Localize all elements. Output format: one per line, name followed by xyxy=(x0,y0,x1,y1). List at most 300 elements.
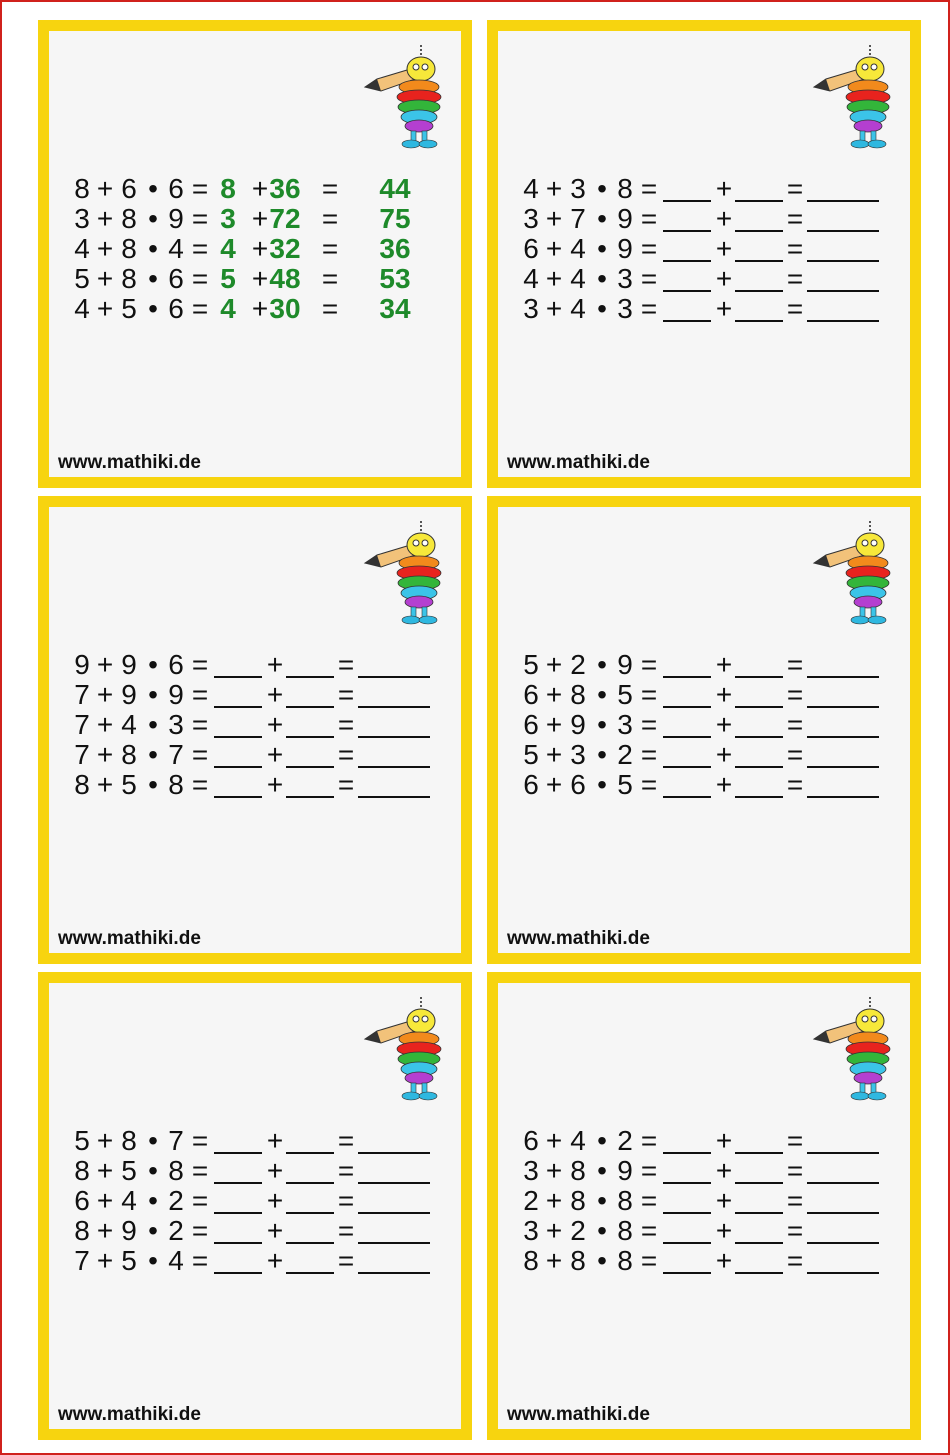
answer-blank-2[interactable] xyxy=(735,204,783,232)
operand-c: 8 xyxy=(168,769,184,800)
plus-sign: + xyxy=(715,709,733,740)
dot-sign: • xyxy=(148,1215,158,1246)
operand-a: 7 xyxy=(74,679,90,710)
plus-sign: + xyxy=(715,233,733,264)
equals-sign: = xyxy=(191,1125,209,1156)
website-url: www.mathiki.de xyxy=(58,928,201,949)
plus-sign: + xyxy=(266,1215,284,1246)
answer-blank-sum[interactable] xyxy=(807,740,879,768)
plus-sign: + xyxy=(96,173,114,204)
website-url: www.mathiki.de xyxy=(507,1404,650,1425)
equals-sign: = xyxy=(337,1215,355,1246)
operand-b: 8 xyxy=(121,739,137,770)
dot-sign: • xyxy=(597,649,607,680)
equals-sign: = xyxy=(786,1245,804,1276)
operand-b: 4 xyxy=(570,1125,586,1156)
operand-c: 5 xyxy=(617,769,633,800)
answer-blank-1[interactable] xyxy=(214,710,262,738)
plus-sign: + xyxy=(715,263,733,294)
operand-a: 8 xyxy=(74,769,90,800)
operand-c: 2 xyxy=(617,1125,633,1156)
mascot-icon xyxy=(363,43,449,153)
plus-sign: + xyxy=(545,1185,563,1216)
answer-blank-2[interactable] xyxy=(735,680,783,708)
answer-blank-sum[interactable] xyxy=(807,264,879,292)
answer-blank-sum[interactable] xyxy=(358,1156,430,1184)
answer-blank-2[interactable] xyxy=(735,740,783,768)
equals-sign: = xyxy=(321,233,339,264)
answer-blank-1[interactable] xyxy=(663,1126,711,1154)
answer-blank-sum[interactable] xyxy=(358,740,430,768)
answer-blank-1[interactable] xyxy=(663,710,711,738)
operand-a: 6 xyxy=(523,233,539,264)
equals-sign: = xyxy=(191,1185,209,1216)
operand-c: 8 xyxy=(617,1185,633,1216)
answer-product-2: 48 xyxy=(269,263,301,294)
answer-sum: 36 xyxy=(379,233,411,264)
plus-sign: + xyxy=(545,1155,563,1186)
equals-sign: = xyxy=(191,1155,209,1186)
answer-blank-sum[interactable] xyxy=(358,710,430,738)
operand-b: 5 xyxy=(121,293,137,324)
answer-blank-sum[interactable] xyxy=(807,174,879,202)
dot-sign: • xyxy=(148,1125,158,1156)
operand-a: 8 xyxy=(74,173,90,204)
equals-sign: = xyxy=(640,203,658,234)
equals-sign: = xyxy=(337,709,355,740)
operand-a: 3 xyxy=(523,1215,539,1246)
operand-c: 4 xyxy=(168,233,184,264)
answer-blank-sum[interactable] xyxy=(358,1186,430,1214)
operand-a: 4 xyxy=(74,233,90,264)
worksheet-card xyxy=(38,496,472,964)
plus-sign: + xyxy=(715,769,733,800)
dot-sign: • xyxy=(597,1215,607,1246)
answer-blank-2[interactable] xyxy=(286,1216,334,1244)
operand-a: 5 xyxy=(523,649,539,680)
answer-blank-sum[interactable] xyxy=(807,680,879,708)
plus-sign: + xyxy=(96,709,114,740)
operand-b: 4 xyxy=(570,233,586,264)
equals-sign: = xyxy=(786,1215,804,1246)
operand-c: 8 xyxy=(168,1155,184,1186)
answer-blank-sum[interactable] xyxy=(807,204,879,232)
dot-sign: • xyxy=(148,679,158,710)
plus-sign: + xyxy=(545,293,563,324)
plus-sign: + xyxy=(96,233,114,264)
equals-sign: = xyxy=(191,173,209,204)
dot-sign: • xyxy=(597,1155,607,1186)
answer-blank-1[interactable] xyxy=(214,1216,262,1244)
equals-sign: = xyxy=(640,1215,658,1246)
operand-b: 8 xyxy=(570,1185,586,1216)
plus-sign: + xyxy=(545,1245,563,1276)
operand-c: 9 xyxy=(168,679,184,710)
plus-sign: + xyxy=(545,769,563,800)
plus-sign: + xyxy=(251,263,269,294)
answer-blank-2[interactable] xyxy=(735,1186,783,1214)
plus-sign: + xyxy=(266,1155,284,1186)
answer-blank-1[interactable] xyxy=(214,680,262,708)
operand-c: 8 xyxy=(617,1245,633,1276)
operand-c: 6 xyxy=(168,263,184,294)
operand-a: 8 xyxy=(74,1155,90,1186)
equals-sign: = xyxy=(191,679,209,710)
answer-blank-2[interactable] xyxy=(286,1186,334,1214)
mascot-icon xyxy=(812,519,898,629)
plus-sign: + xyxy=(545,263,563,294)
dot-sign: • xyxy=(597,293,607,324)
answer-blank-1[interactable] xyxy=(663,1156,711,1184)
mascot-icon xyxy=(363,519,449,629)
operand-b: 8 xyxy=(570,1245,586,1276)
answer-blank-1[interactable] xyxy=(214,1126,262,1154)
equals-sign: = xyxy=(191,739,209,770)
equals-sign: = xyxy=(640,739,658,770)
answer-blank-1[interactable] xyxy=(663,204,711,232)
answer-blank-2[interactable] xyxy=(735,1126,783,1154)
equals-sign: = xyxy=(640,1155,658,1186)
answer-product-1: 5 xyxy=(220,263,236,294)
operand-a: 4 xyxy=(74,293,90,324)
answer-blank-1[interactable] xyxy=(663,234,711,262)
dot-sign: • xyxy=(597,1125,607,1156)
answer-sum: 75 xyxy=(379,203,411,234)
answer-product-1: 8 xyxy=(220,173,236,204)
operand-b: 2 xyxy=(570,649,586,680)
equals-sign: = xyxy=(640,1125,658,1156)
equals-sign: = xyxy=(191,709,209,740)
operand-c: 3 xyxy=(617,709,633,740)
website-url: www.mathiki.de xyxy=(58,1404,201,1425)
plus-sign: + xyxy=(715,203,733,234)
plus-sign: + xyxy=(96,769,114,800)
answer-blank-1[interactable] xyxy=(663,1216,711,1244)
dot-sign: • xyxy=(148,649,158,680)
operand-c: 2 xyxy=(168,1185,184,1216)
operand-c: 6 xyxy=(168,649,184,680)
plus-sign: + xyxy=(96,1155,114,1186)
answer-blank-1[interactable] xyxy=(663,264,711,292)
equals-sign: = xyxy=(786,769,804,800)
answer-blank-2[interactable] xyxy=(735,1156,783,1184)
equals-sign: = xyxy=(640,649,658,680)
answer-blank-sum[interactable] xyxy=(807,650,879,678)
dot-sign: • xyxy=(148,1185,158,1216)
answer-blank-2[interactable] xyxy=(735,264,783,292)
operand-b: 8 xyxy=(121,203,137,234)
dot-sign: • xyxy=(597,203,607,234)
answer-blank-1[interactable] xyxy=(663,650,711,678)
plus-sign: + xyxy=(545,1125,563,1156)
answer-blank-sum[interactable] xyxy=(807,1156,879,1184)
operand-c: 7 xyxy=(168,1125,184,1156)
equals-sign: = xyxy=(337,1155,355,1186)
answer-blank-2[interactable] xyxy=(735,234,783,262)
answer-blank-sum[interactable] xyxy=(358,1246,430,1274)
plus-sign: + xyxy=(545,173,563,204)
plus-sign: + xyxy=(96,1215,114,1246)
equals-sign: = xyxy=(337,769,355,800)
dot-sign: • xyxy=(597,679,607,710)
plus-sign: + xyxy=(251,173,269,204)
answer-blank-sum[interactable] xyxy=(358,650,430,678)
operand-a: 3 xyxy=(523,293,539,324)
operand-a: 3 xyxy=(523,203,539,234)
answer-blank-2[interactable] xyxy=(286,710,334,738)
operand-b: 5 xyxy=(121,1155,137,1186)
worksheet-card xyxy=(487,20,921,488)
dot-sign: • xyxy=(597,233,607,264)
plus-sign: + xyxy=(715,739,733,770)
answer-blank-sum[interactable] xyxy=(807,1186,879,1214)
plus-sign: + xyxy=(96,1125,114,1156)
equals-sign: = xyxy=(786,649,804,680)
operand-b: 4 xyxy=(570,293,586,324)
answer-blank-1[interactable] xyxy=(663,680,711,708)
answer-blank-2[interactable] xyxy=(735,770,783,798)
equals-sign: = xyxy=(191,1245,209,1276)
operand-a: 9 xyxy=(74,649,90,680)
operand-c: 5 xyxy=(617,679,633,710)
equals-sign: = xyxy=(321,203,339,234)
dot-sign: • xyxy=(148,739,158,770)
answer-blank-2[interactable] xyxy=(735,650,783,678)
operand-a: 7 xyxy=(74,739,90,770)
operand-b: 2 xyxy=(570,1215,586,1246)
answer-blank-sum[interactable] xyxy=(807,1246,879,1274)
operand-b: 4 xyxy=(121,1185,137,1216)
equals-sign: = xyxy=(337,739,355,770)
dot-sign: • xyxy=(148,769,158,800)
website-url: www.mathiki.de xyxy=(507,452,650,473)
answer-blank-1[interactable] xyxy=(663,294,711,322)
equals-sign: = xyxy=(337,1185,355,1216)
answer-sum: 34 xyxy=(379,293,411,324)
operand-a: 8 xyxy=(74,1215,90,1246)
dot-sign: • xyxy=(148,1155,158,1186)
equals-sign: = xyxy=(191,649,209,680)
website-url: www.mathiki.de xyxy=(58,452,201,473)
answer-blank-1[interactable] xyxy=(214,740,262,768)
answer-blank-1[interactable] xyxy=(214,650,262,678)
answer-blank-sum[interactable] xyxy=(807,1126,879,1154)
operand-b: 4 xyxy=(121,709,137,740)
answer-blank-sum[interactable] xyxy=(358,770,430,798)
operand-b: 8 xyxy=(121,233,137,264)
answer-blank-2[interactable] xyxy=(735,1246,783,1274)
answer-blank-2[interactable] xyxy=(286,650,334,678)
plus-sign: + xyxy=(266,1185,284,1216)
worksheet-card xyxy=(38,20,472,488)
operand-b: 3 xyxy=(570,739,586,770)
plus-sign: + xyxy=(96,263,114,294)
equals-sign: = xyxy=(786,293,804,324)
plus-sign: + xyxy=(266,769,284,800)
operand-c: 3 xyxy=(617,263,633,294)
plus-sign: + xyxy=(266,679,284,710)
answer-blank-2[interactable] xyxy=(735,294,783,322)
dot-sign: • xyxy=(597,739,607,770)
equals-sign: = xyxy=(786,1185,804,1216)
answer-blank-sum[interactable] xyxy=(807,294,879,322)
equals-sign: = xyxy=(321,293,339,324)
answer-blank-1[interactable] xyxy=(214,1246,262,1274)
plus-sign: + xyxy=(545,679,563,710)
plus-sign: + xyxy=(715,293,733,324)
answer-blank-2[interactable] xyxy=(286,1156,334,1184)
equals-sign: = xyxy=(191,769,209,800)
operand-c: 8 xyxy=(617,173,633,204)
operand-b: 8 xyxy=(570,679,586,710)
operand-c: 4 xyxy=(168,1245,184,1276)
operand-c: 9 xyxy=(617,233,633,264)
plus-sign: + xyxy=(251,233,269,264)
answer-blank-1[interactable] xyxy=(214,1156,262,1184)
answer-blank-sum[interactable] xyxy=(358,1216,430,1244)
equals-sign: = xyxy=(337,649,355,680)
dot-sign: • xyxy=(597,769,607,800)
operand-b: 8 xyxy=(121,263,137,294)
operand-b: 7 xyxy=(570,203,586,234)
operand-c: 8 xyxy=(617,1215,633,1246)
answer-blank-sum[interactable] xyxy=(807,1216,879,1244)
answer-product-1: 4 xyxy=(220,233,236,264)
answer-blank-1[interactable] xyxy=(663,740,711,768)
operand-c: 7 xyxy=(168,739,184,770)
answer-sum: 53 xyxy=(379,263,411,294)
operand-b: 8 xyxy=(570,1155,586,1186)
answer-product-2: 30 xyxy=(269,293,301,324)
equals-sign: = xyxy=(321,263,339,294)
equals-sign: = xyxy=(337,1245,355,1276)
answer-blank-sum[interactable] xyxy=(358,1126,430,1154)
answer-product-2: 72 xyxy=(269,203,301,234)
answer-blank-2[interactable] xyxy=(735,174,783,202)
plus-sign: + xyxy=(96,679,114,710)
operand-a: 3 xyxy=(523,1155,539,1186)
answer-blank-1[interactable] xyxy=(214,1186,262,1214)
operand-c: 9 xyxy=(617,203,633,234)
operand-b: 4 xyxy=(570,263,586,294)
website-url: www.mathiki.de xyxy=(507,928,650,949)
operand-b: 9 xyxy=(121,1215,137,1246)
plus-sign: + xyxy=(545,709,563,740)
answer-blank-2[interactable] xyxy=(286,740,334,768)
operand-c: 9 xyxy=(617,649,633,680)
dot-sign: • xyxy=(148,263,158,294)
answer-blank-1[interactable] xyxy=(663,1186,711,1214)
answer-blank-2[interactable] xyxy=(735,710,783,738)
equals-sign: = xyxy=(191,203,209,234)
equals-sign: = xyxy=(337,1125,355,1156)
plus-sign: + xyxy=(251,203,269,234)
answer-blank-sum[interactable] xyxy=(807,710,879,738)
equals-sign: = xyxy=(786,709,804,740)
answer-blank-sum[interactable] xyxy=(807,770,879,798)
plus-sign: + xyxy=(545,203,563,234)
operand-c: 9 xyxy=(168,203,184,234)
plus-sign: + xyxy=(545,1215,563,1246)
answer-blank-1[interactable] xyxy=(663,1246,711,1274)
equals-sign: = xyxy=(640,679,658,710)
plus-sign: + xyxy=(715,1125,733,1156)
operand-b: 6 xyxy=(570,769,586,800)
operand-a: 5 xyxy=(74,263,90,294)
answer-blank-1[interactable] xyxy=(214,770,262,798)
plus-sign: + xyxy=(545,233,563,264)
dot-sign: • xyxy=(597,1245,607,1276)
operand-b: 8 xyxy=(121,1125,137,1156)
dot-sign: • xyxy=(597,263,607,294)
plus-sign: + xyxy=(715,1245,733,1276)
answer-blank-2[interactable] xyxy=(286,1246,334,1274)
operand-a: 3 xyxy=(74,203,90,234)
dot-sign: • xyxy=(597,173,607,204)
dot-sign: • xyxy=(597,709,607,740)
operand-c: 2 xyxy=(617,739,633,770)
dot-sign: • xyxy=(148,293,158,324)
answer-product-1: 4 xyxy=(220,293,236,324)
operand-a: 6 xyxy=(74,1185,90,1216)
dot-sign: • xyxy=(148,203,158,234)
operand-a: 6 xyxy=(523,769,539,800)
answer-blank-2[interactable] xyxy=(286,680,334,708)
plus-sign: + xyxy=(266,649,284,680)
plus-sign: + xyxy=(251,293,269,324)
answer-blank-2[interactable] xyxy=(735,1216,783,1244)
operand-a: 6 xyxy=(523,709,539,740)
answer-blank-1[interactable] xyxy=(663,770,711,798)
mascot-icon xyxy=(812,43,898,153)
equals-sign: = xyxy=(640,263,658,294)
dot-sign: • xyxy=(597,1185,607,1216)
equals-sign: = xyxy=(786,173,804,204)
mascot-icon xyxy=(363,995,449,1105)
equals-sign: = xyxy=(640,293,658,324)
answer-blank-sum[interactable] xyxy=(807,234,879,262)
plus-sign: + xyxy=(96,739,114,770)
dot-sign: • xyxy=(148,709,158,740)
plus-sign: + xyxy=(266,739,284,770)
equals-sign: = xyxy=(191,1215,209,1246)
operand-a: 5 xyxy=(523,739,539,770)
operand-b: 9 xyxy=(121,649,137,680)
answer-product-1: 3 xyxy=(220,203,236,234)
operand-a: 4 xyxy=(523,263,539,294)
plus-sign: + xyxy=(266,1245,284,1276)
answer-product-2: 36 xyxy=(269,173,301,204)
equals-sign: = xyxy=(640,1245,658,1276)
answer-product-2: 32 xyxy=(269,233,301,264)
plus-sign: + xyxy=(545,739,563,770)
plus-sign: + xyxy=(96,1185,114,1216)
operand-c: 6 xyxy=(168,173,184,204)
dot-sign: • xyxy=(148,1245,158,1276)
equals-sign: = xyxy=(640,233,658,264)
answer-blank-2[interactable] xyxy=(286,1126,334,1154)
operand-b: 3 xyxy=(570,173,586,204)
equals-sign: = xyxy=(786,233,804,264)
answer-blank-1[interactable] xyxy=(663,174,711,202)
equals-sign: = xyxy=(786,1125,804,1156)
plus-sign: + xyxy=(96,649,114,680)
operand-a: 7 xyxy=(74,709,90,740)
answer-blank-2[interactable] xyxy=(286,770,334,798)
operand-a: 8 xyxy=(523,1245,539,1276)
plus-sign: + xyxy=(545,649,563,680)
answer-blank-sum[interactable] xyxy=(358,680,430,708)
